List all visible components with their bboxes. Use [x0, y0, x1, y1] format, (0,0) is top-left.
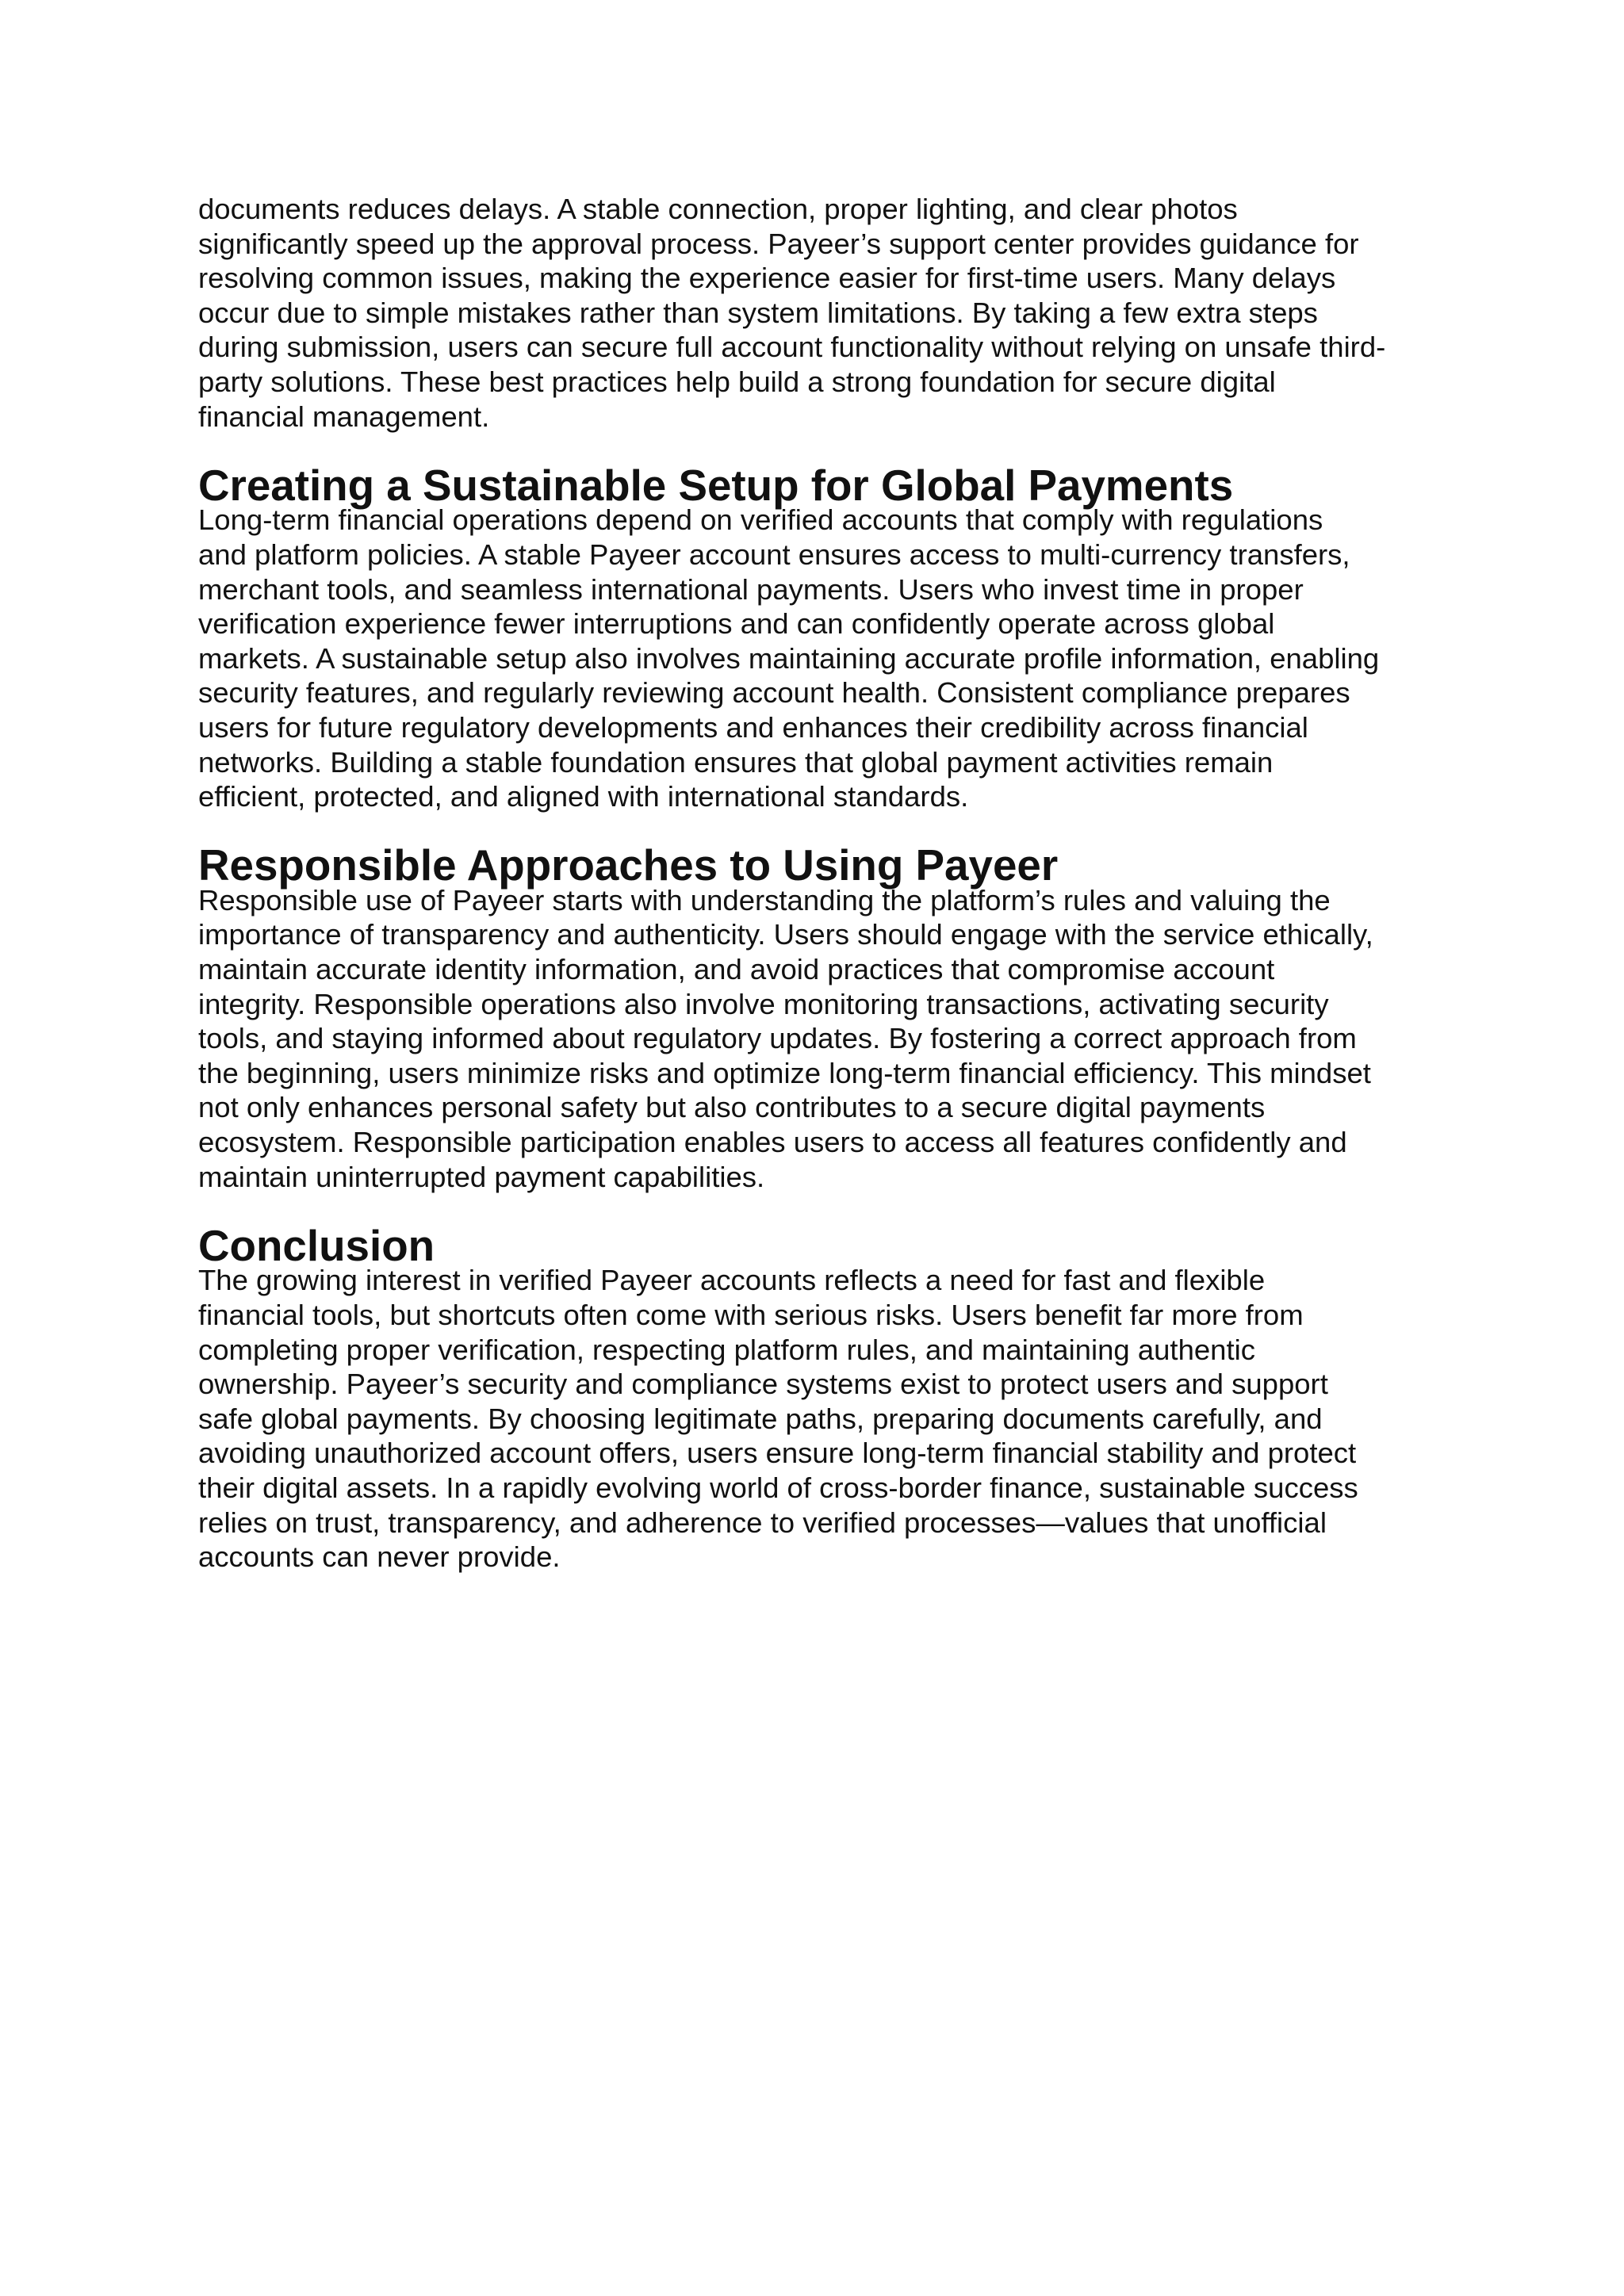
document-content	[198, 192, 1443, 1575]
section-responsible-approaches	[198, 840, 1443, 1194]
section-heading: Conclusion	[198, 1220, 435, 1270]
section-conclusion	[198, 1220, 1443, 1575]
section-body: Long-term financial operations depend on verified accounts that comply with regulations and platform policies. A stable Payeer account ensures access to multi-currency transfers, merchant tools, and seamless international payments. Users who invest time in proper verification experience fewer interruptions and can confidently operate across global markets. A sustainable setup also involves maintaining accurate profile information, enabling security features, and regularly reviewing account health. Consistent compliance prepares users for future regulatory developments and enhances their credibility across financial networks. Building a stable foundation ensures that global payment activities remain efficient, protected, and aligned with international standards.	[198, 503, 1380, 813]
intro-paragraph: documents reduces delays. A stable connection, proper lighting, and clear photos significantly speed up the approval process. Payeer’s support center provides guidance for resolving common issues, making the experience easier for first-time users. Many delays occur due to simple mistakes rather than system limitations. By taking a few extra steps during submission, users can secure full account functionality without relying on unsafe third- party solutions. These best practices help build a strong foundation for secure digital financial management.	[198, 193, 1386, 433]
section-heading: Responsible Approaches to Using Payeer	[198, 840, 1059, 890]
section-body: The growing interest in verified Payeer accounts reflects a need for fast and flexible financial tools, but shortcuts often come with serious risks. Users benefit far more from completing proper verification, respecting platform rules, and maintaining authentic ownership. Payeer’s security and compliance systems exist to protect users and support safe global payments. By choosing legitimate paths, preparing documents carefully, and avoiding unauthorized account offers, users ensure long-term financial stability and protect their digital assets. In a rapidly evolving world of cross-border finance, sustainable success relies on trust, transparency, and adherence to verified processes—values that unofficial accounts can never provide.	[198, 1264, 1358, 1574]
section-sustainable-setup	[198, 460, 1443, 814]
section-body: Responsible use of Payeer starts with understanding the platform’s rules and valuing the importance of transparency and authenticity. Users should engage with the service ethically, maintain accurate identity information, and avoid practices that compromise account integrity. Responsible operations also involve monitoring transactions, activating security tools, and staying informed about regulatory updates. By fostering a correct approach from the beginning, users minimize risks and optimize long-term financial efficiency. This mindset not only enhances personal safety but also contributes to a secure digital payments ecosystem. Responsible participation enables users to access all features confidently and maintain uninterrupted payment capabilities.	[198, 883, 1373, 1193]
section-heading: Creating a Sustainable Setup for Global Payments	[198, 460, 1234, 510]
